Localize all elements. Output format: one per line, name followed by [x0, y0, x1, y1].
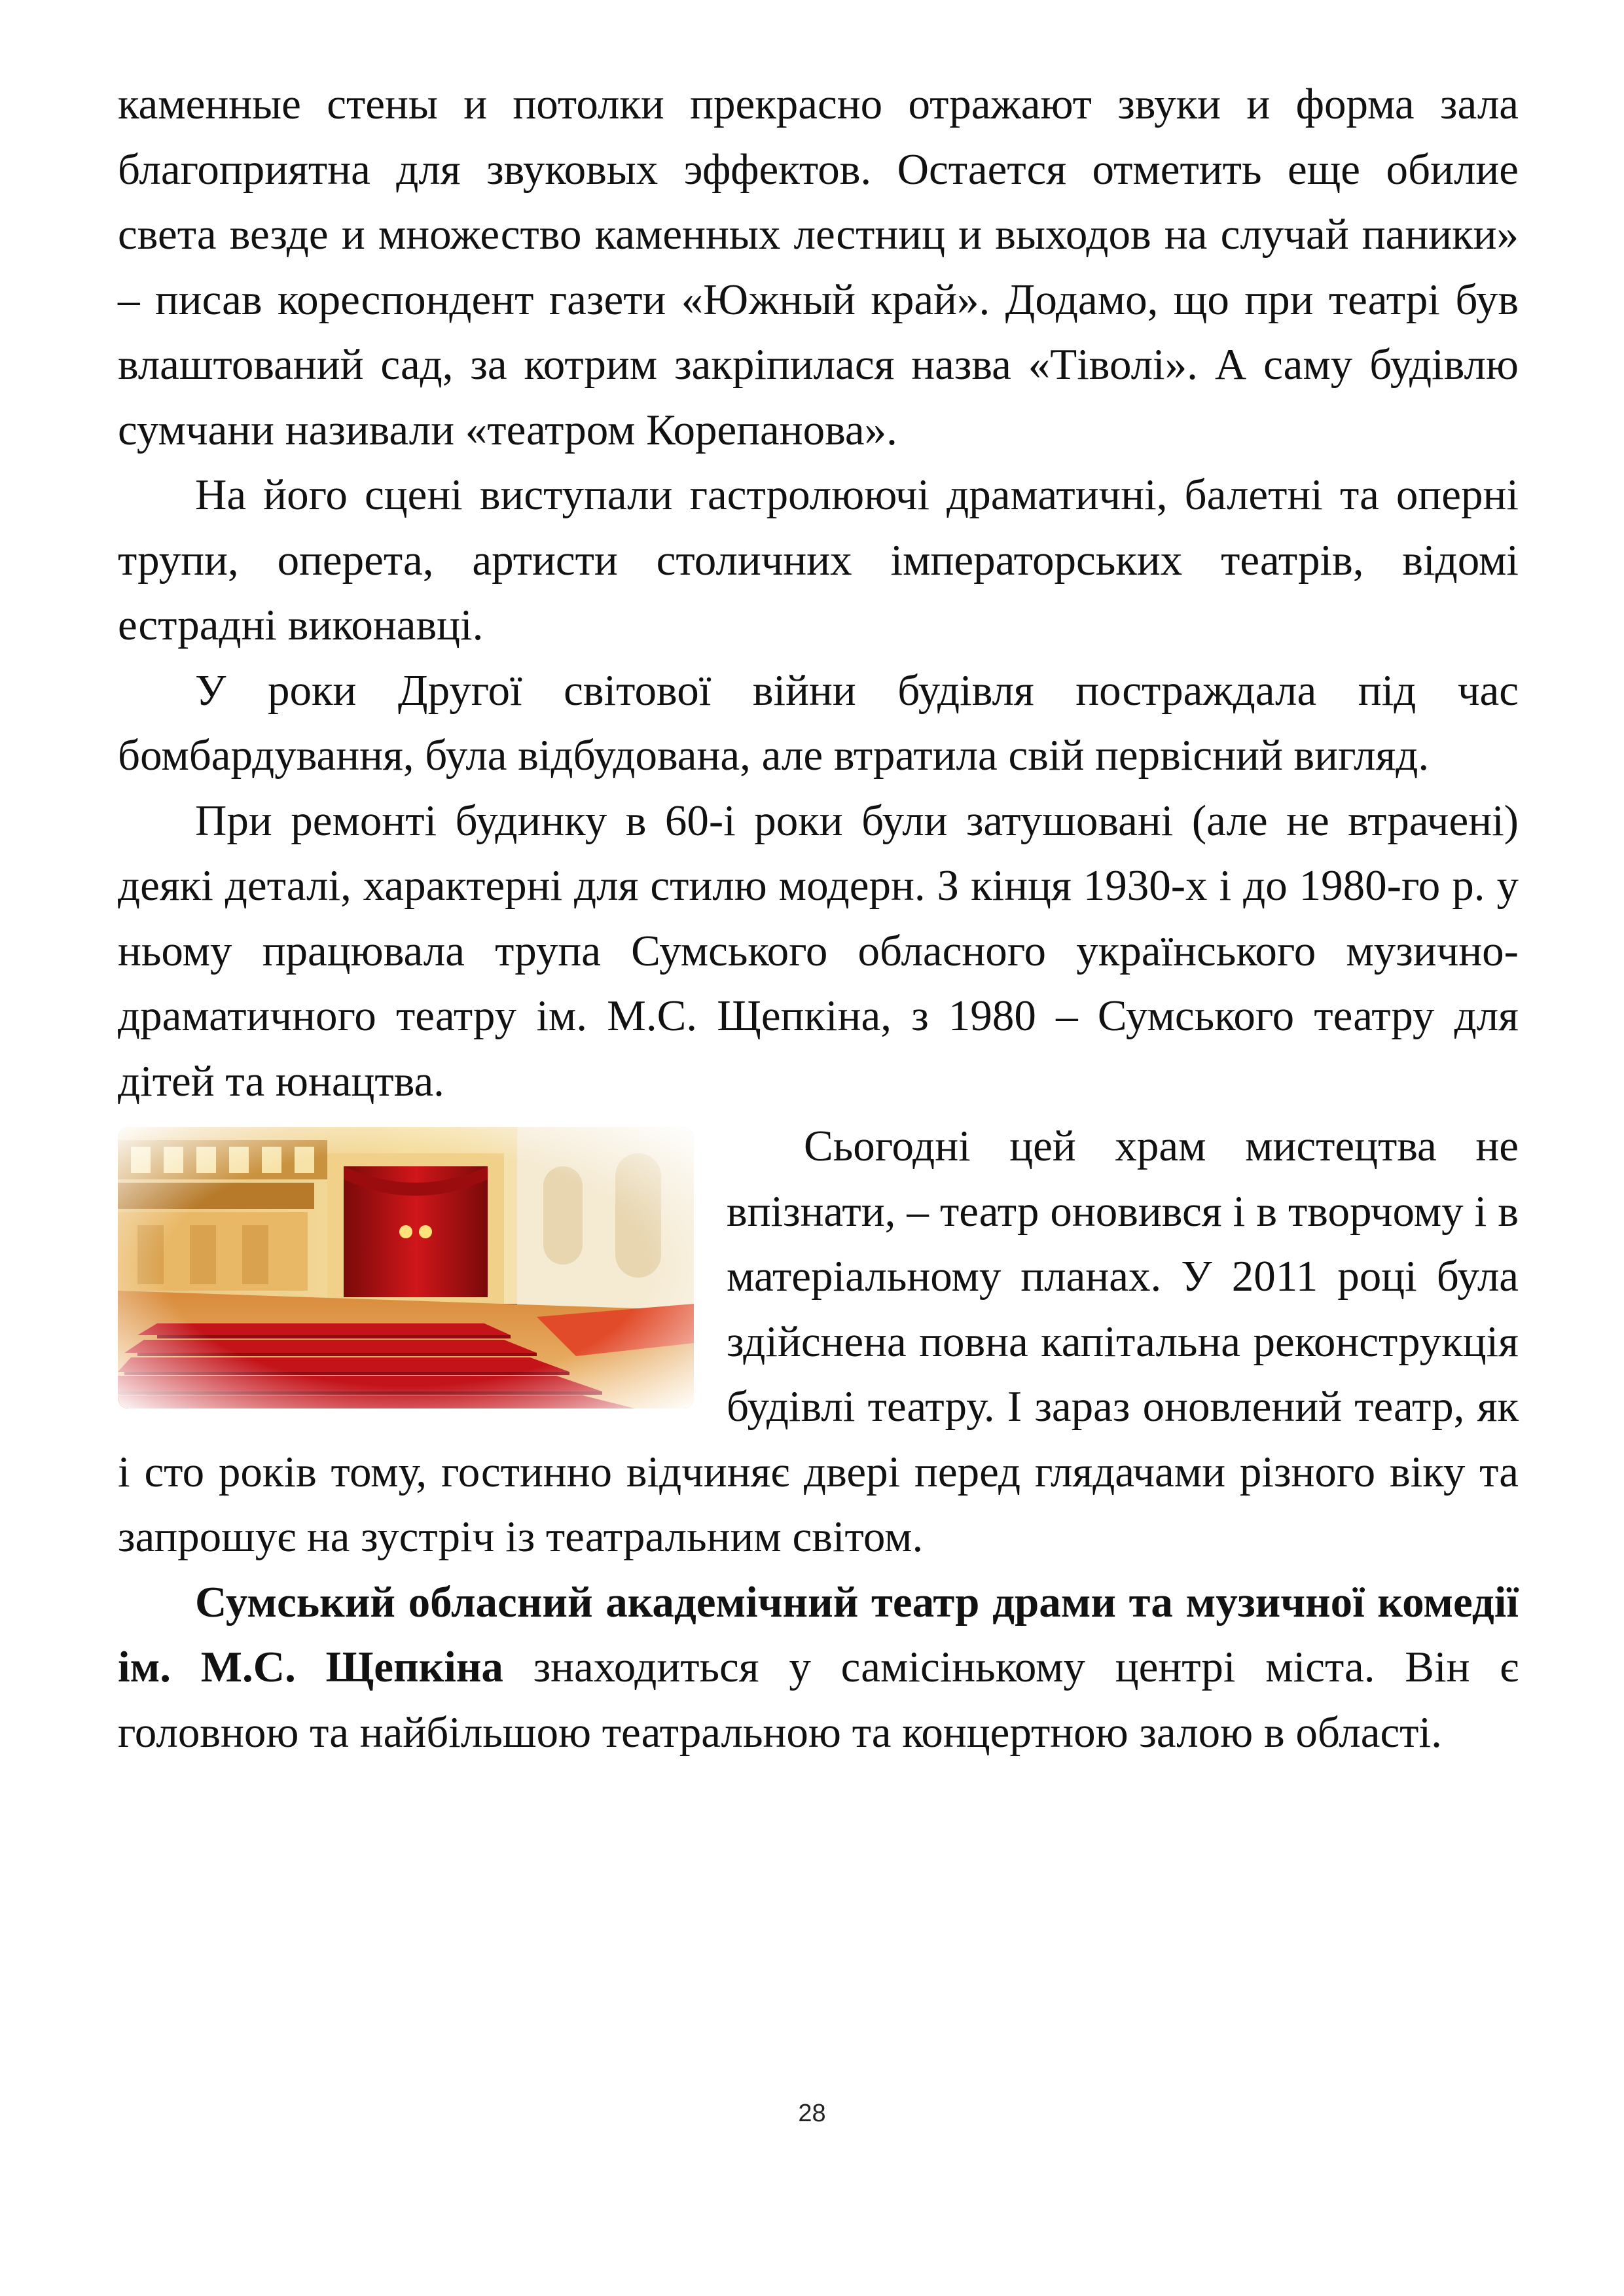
page-number: 28: [798, 2100, 826, 2127]
paragraph-today: Сьогодні цей храм мистецтва не впізнати, – театр оновився і в творчому і в матеріальному планах. У 2011 році була здійснена повна капітальна реконструкція будівлі театру. І зараз оновлений театр, як і сто років тому, гостинно відчиняє двері перед глядачами різного віку та запрошує на зустріч із театральним світом.: [118, 1122, 1519, 1561]
figure-with-text: [118, 1114, 1519, 1570]
theatre-name-bold: Сумський обласний академічний театр драми та музичної комедії ім. М.С. Щепкіна: [118, 1577, 1519, 1691]
paragraph-shchepkin-theatre: [118, 1570, 1519, 1766]
paragraph-quote-end: каменные стены и потолки прекрасно отражают звуки и форма зала благоприятна для звуковых эффектов. Остается отметить еще обилие света везде и множество каменных лестниц и выходов на случай паники» – писав кореспондент газети «Южный край». Додамо, що при театрі був влаштований сад, за котрим закріпилася назва «Тіволі». А саму будівлю сумчани називали «театром Корепанова».: [118, 80, 1519, 454]
paragraph-shchepkin-rest: знаходиться у самісінькому центрі міста. Він є головною та найбільшою театральною та концертною залою в області.: [118, 1643, 1519, 1757]
paragraph-renovation-60s: При ремонті будинку в 60-і роки були затушовані (але не втрачені) деякі деталі, характерні для стилю модерн. З кінця 1930-х і до 1980-го р. у ньому працювала трупа Сумського обласного українського музично-драматичного театру ім. М.С. Щепкіна, з 1980 – Сумського театру для дітей та юнацтва.: [118, 796, 1519, 1105]
document-body: [118, 72, 1519, 1765]
theatre-hall-photo: [118, 1127, 694, 1408]
paragraph-touring-troupes: На його сцені виступали гастролюючі драматичні, балетні та оперні трупи, оперета, артисти столичних імператорських театрів, відомі естрадні виконавці.: [118, 471, 1519, 649]
paragraph-war-damage: У роки Другої світової війни будівля постраждала під час бомбардування, була відбудована, але втратила свій первісний вигляд.: [118, 666, 1519, 780]
theatre-hall-image: [118, 1127, 694, 1408]
